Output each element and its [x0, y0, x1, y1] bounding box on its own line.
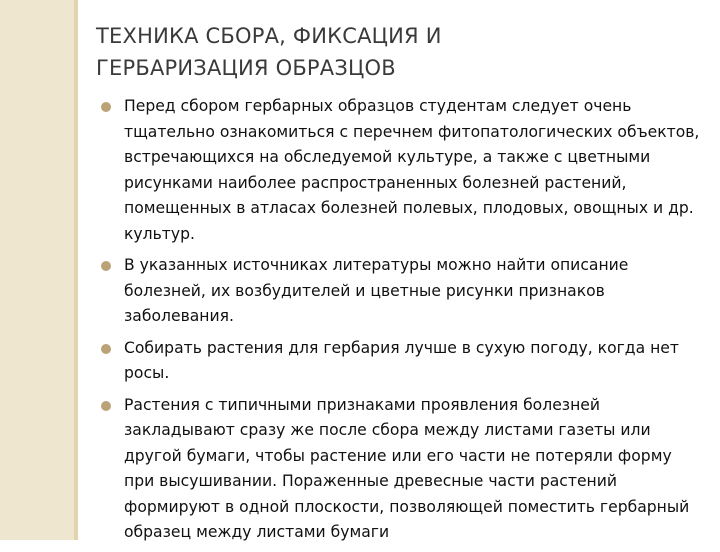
- bullet-list: [96, 94, 706, 552]
- bullet-text-1: Перед сбором гербарных образцов студентам следует очень тщательно ознакомиться с перечнем фитопатологических объектов, встречающихся на обследуемой культуре, а также с цветными рисунками наиболее распространенных болезней растений, помещенных в атласах болезней полевых, плодовых, овощных и др. культур.: [124, 97, 700, 243]
- bullet-dot-icon: [101, 102, 111, 112]
- slide-title-line-1: ТЕХНИКА СБОРА, ФИКСАЦИЯ И: [96, 24, 442, 48]
- slide-title-line-2: ГЕРБАРИЗАЦИЯ ОБРАЗЦОВ: [96, 56, 396, 80]
- bullet-dot-icon: [101, 344, 111, 354]
- left-decorative-band: [0, 0, 74, 540]
- bullet-item-1: [96, 94, 706, 247]
- slide-title: [96, 20, 696, 84]
- bullet-dot-icon: [101, 401, 111, 411]
- bullet-text-4: Растения с типичными признаками проявления болезней закладывают сразу же после сбора между листами газеты или другой бумаги, чтобы растение или его части не потеряли форму при высушивании. Пораженные древесные части растений формируют в одной плоскости, позволяющей поместить гербарный образец между листами бумаги: [124, 395, 690, 541]
- bullet-text-2: В указанных источниках литературы можно найти описание болезней, их возбудителей и цветные рисунки признаков заболевания.: [124, 256, 629, 325]
- bullet-item-2: [96, 253, 706, 330]
- bullet-item-4: [96, 393, 706, 546]
- bullet-item-3: [96, 336, 706, 387]
- bullet-text-3: Собирать растения для гербария лучше в сухую погоду, когда нет росы.: [124, 338, 679, 382]
- bullet-dot-icon: [101, 261, 111, 271]
